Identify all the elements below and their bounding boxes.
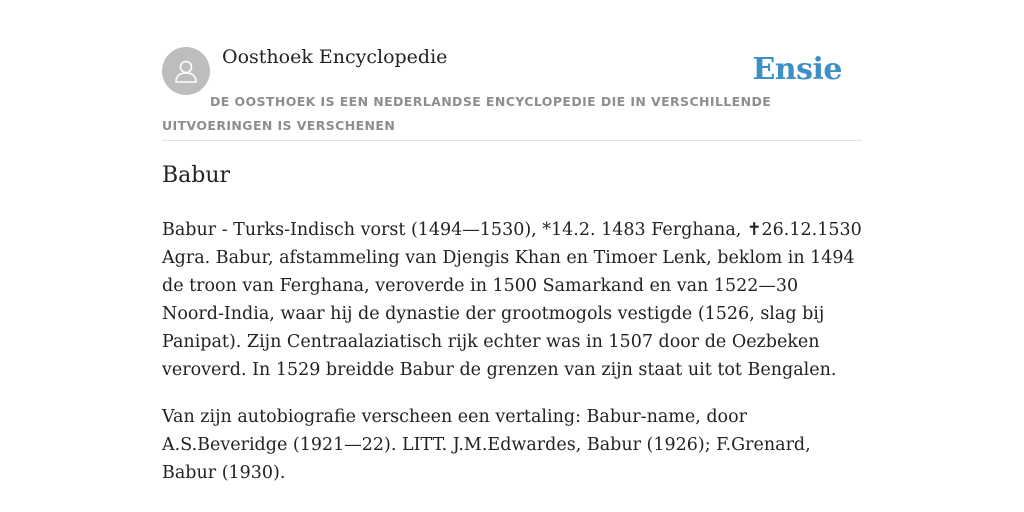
page-container (162, 0, 862, 483)
site-name-link[interactable]: Oosthoek Encyclopedie (222, 46, 448, 68)
article-title: Babur (162, 163, 231, 188)
article-body (162, 216, 862, 506)
article-paragraph: Babur - Turks-Indisch vorst (1494—1530), *14.2. 1483 Ferghana, ✝26.12.1530 Agra. Babur, afstammeling van Djengis Khan en Timoer Lenk, beklom in 1494 de troon van Ferghana, veroverde in 1500 Samarkand en van 1522—30 Noord-India, waar hij de dynastie der grootmogols vestigde (1526, slag bij Panipat). Zijn Centraalaziatisch rijk echter was in 1507 door de Oezbeken veroverd. In 1529 breidde Babur de grenzen van zijn staat uit tot Bengalen. (162, 220, 862, 380)
site-header (162, 0, 862, 141)
user-icon (172, 57, 200, 85)
avatar[interactable] (162, 47, 210, 95)
site-tagline: DE OOSTHOEK IS EEN NEDERLANDSE ENCYCLOPEDIE DIE IN VERSCHILLENDE UITVOERINGEN IS VERSCHENEN (162, 94, 772, 133)
article-paragraph: Van zijn autobiografie verscheen een vertaling: Babur-name, door A.S.Beveridge (1921—22). LITT. J.M.Edwardes, Babur (1926); F.Grenard, Babur (1930). (162, 407, 811, 483)
brand-logo[interactable]: Ensie (752, 52, 842, 87)
